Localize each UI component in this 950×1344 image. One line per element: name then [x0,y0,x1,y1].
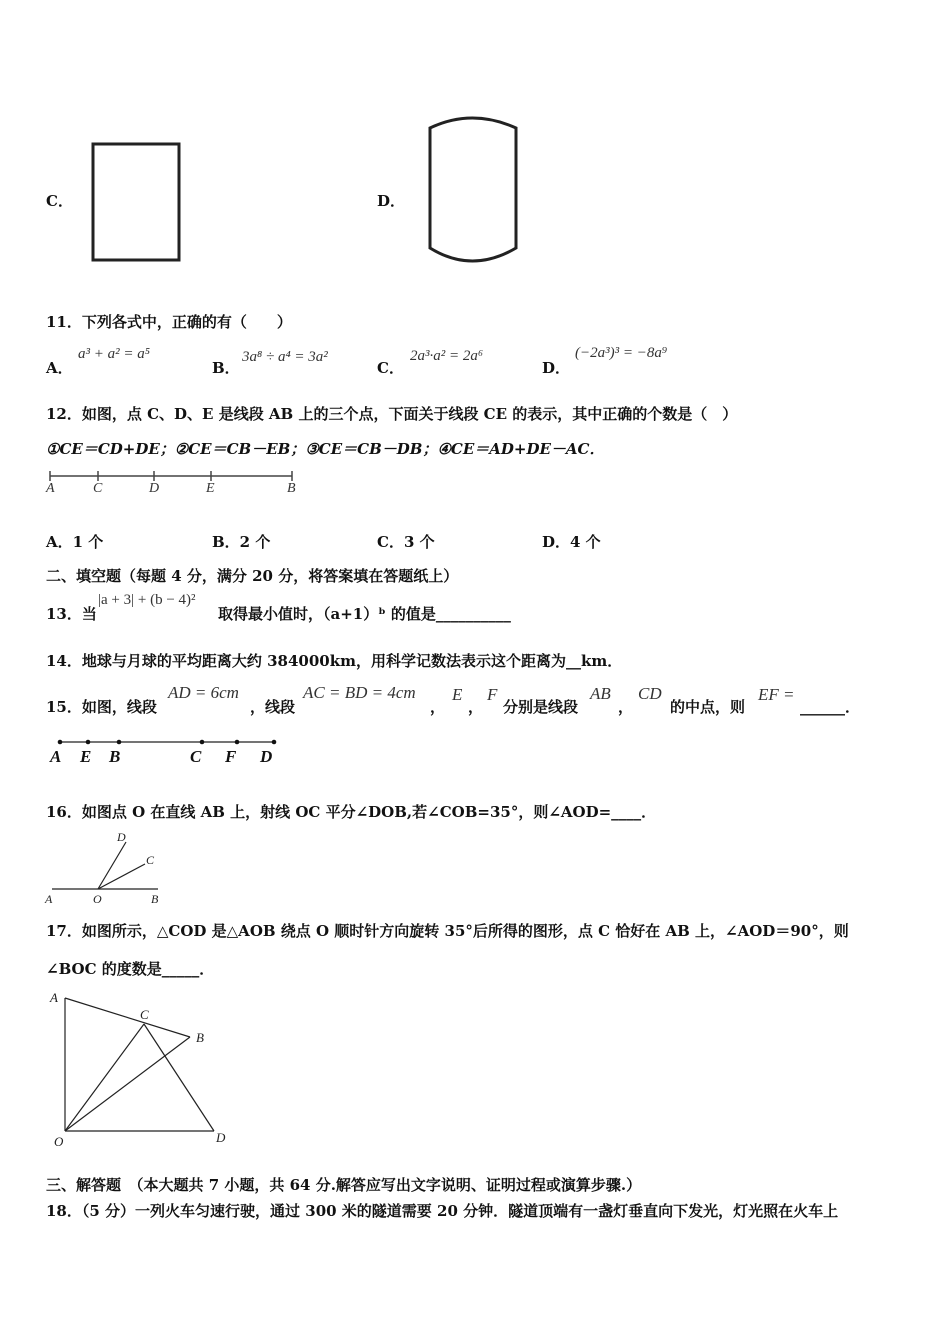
q15-prefix: 15．如图，线段 [46,698,157,716]
q15-dot-d [272,740,277,745]
q15-e-var: E [452,685,463,704]
q15-point-e: E [80,747,92,766]
q12-segment-figure [44,468,304,496]
q13-expression: |a + 3| + (b − 4)² [98,592,196,608]
q11-option-d-expr: (−2a³)³ = −8a⁹ [575,345,668,361]
q17-point-a: A [50,990,58,1005]
q15-dot-b [117,740,122,745]
q17-point-b: B [196,1030,204,1045]
q15-comma-1: ， [430,698,446,716]
q15-dot-f [235,740,240,745]
q15-point-f: F [225,747,237,766]
q16-point-d: D [117,830,126,844]
q12-option-d: D．4 个 [542,533,601,551]
q17-line-ob [65,1037,190,1131]
q15-text-segment: ，线段 [250,698,296,716]
q12-option-b: B．2 个 [212,533,271,551]
q11-option-a-label: A． [46,359,73,377]
q11-option-c-expr: 2a³·a² = 2a⁶ [410,348,484,364]
q10-option-c-label: C． [46,192,73,210]
q12-stem: 12．如图，点 C、D、E 是线段 AB 上的三个点，下面关于线段 CE 的表示，其中正确的个数是（ ） [46,405,738,423]
q15-acbd-expr: AC = BD = 4cm [303,683,416,702]
q15-ab-var: AB [590,684,611,703]
q18-text: 18．（5 分）一列火车匀速行驶，通过 300 米的隧道需要 20 分钟．隧道顶端有一盏灯垂直向下发光，灯光照在火车上 [46,1202,839,1220]
q15-segment-figure [44,734,284,768]
q13-prefix: 13．当 [46,605,97,623]
q11-option-c-label: C． [377,359,404,377]
q16-stem: 16．如图点 O 在直线 AB 上，射线 OC 平分∠DOB,若∠COB=35°，则∠AOD=____． [46,803,657,821]
q14-text: 14．地球与月球的平均距离大约 384000km，用科学记数法表示这个距离为__km． [46,652,623,670]
q15-text-then: 的中点，则 [670,698,746,716]
q17-point-c: C [140,1007,149,1022]
section-2-heading: 二、填空题（每题 4 分，满分 20 分，将答案填在答题纸上） [46,567,459,585]
q12-option-c: C．3 个 [377,533,435,551]
q12-option-a: A．1 个 [46,533,104,551]
q15-cd-var: CD [638,684,662,703]
q16-point-o: O [93,892,102,906]
q17-line-ab [65,998,190,1037]
q16-point-c: C [146,853,155,867]
q15-dot-a [58,740,63,745]
q15-dot-e [86,740,91,745]
q17-line-oc [65,1024,144,1131]
q11-option-a-expr: a³ + a² = a⁵ [78,346,150,362]
q16-point-a: A [45,892,53,906]
q11-option-b-expr: 3a⁸ ÷ a⁴ = 3a² [242,349,328,365]
section-3-heading: 三、解答题 （本大题共 7 小题，共 64 分.解答应写出文字说明、证明过程或演算步骤.） [46,1176,642,1194]
q12-point-e: E [206,481,215,496]
q12-items: ①CE＝CD+DE；②CE＝CB－EB；③CE＝CB－DB；④CE＝AD+DE－AC． [46,440,605,458]
q15-point-c: C [190,747,202,766]
q16-point-b: B [151,892,159,906]
q15-answer-blank: ______． [800,698,861,716]
q12-point-b: B [287,481,296,496]
q11-stem: 11．下列各式中，正确的有（ ） [46,313,292,331]
q10-option-d-label: D． [377,192,406,210]
q13-suffix: 取得最小值时，（a+1）ᵇ 的值是__________ [218,605,511,623]
q11-option-d-label: D． [542,359,571,377]
q17-point-d: D [216,1130,226,1145]
q15-point-b: B [109,747,121,766]
q12-point-c: C [93,481,103,496]
q15-text-midpoints: 分别是线段 [503,698,579,716]
q15-point-a: A [50,747,62,766]
q15-point-d: D [260,747,273,766]
q15-ad-expr: AD = 6cm [168,683,239,702]
q17-point-o: O [54,1134,64,1149]
q16-angle-figure [42,826,172,906]
q17-stem-line-2: ∠BOC 的度数是_____． [46,960,215,978]
q12-point-d: D [149,481,160,496]
q15-comma-2: ， [468,698,484,716]
q10-option-d-curved-figure [424,114,524,268]
q17-stem-line-1: 17．如图所示，△COD 是△AOB 绕点 O 顺时针方向旋转 35°后所得的图形，点 C 恰好在 AB 上，∠AOD＝90°，则 [46,922,849,940]
q15-comma-3: ， [618,698,634,716]
q10-option-c-rectangle-figure [88,140,184,266]
q15-dot-c [200,740,205,745]
q11-option-b-label: B． [212,359,240,377]
q17-rotation-figure [44,986,244,1152]
q15-ef-expr: EF = [758,685,795,704]
q15-f-var: F [487,685,498,704]
q12-point-a: A [46,481,55,496]
